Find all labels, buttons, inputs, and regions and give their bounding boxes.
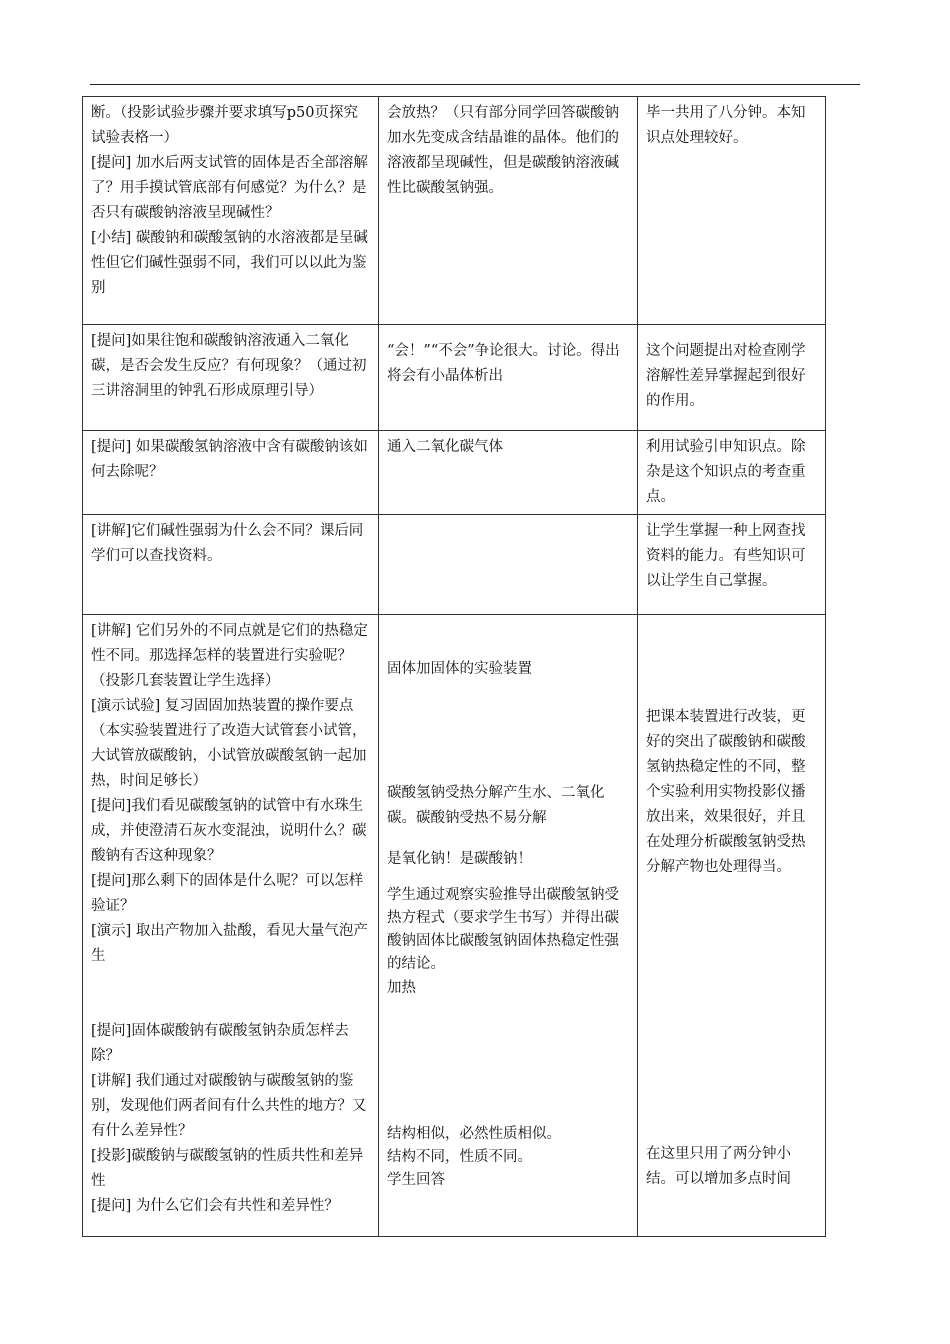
cell-text: 结构相似，必然性质相似。 [387,1126,561,1142]
cell-text: 是氧化钠！是碳酸钠！ [387,851,532,867]
cell-text: 利用试验引申知识点。除杂是这个知识点的考查重点。 [646,439,806,505]
teacher-activity-cell [83,431,379,515]
cell-text: [提问]我们看见碳酸氢钠的试管中有水珠生成，并使澄清石灰水变混浊，说明什么？碳酸钠有否这种现象？ [91,798,367,864]
cell-text: [讲解] 我们通过对碳酸钠与碳酸氢钠的鉴别，发现他们两者间有什么共性的地方？又有什么差异性？ [91,1073,367,1139]
cell-text: 让学生掌握一种上网查找资料的能力。有些知识可以让学生自己掌握。 [646,523,806,589]
cell-text: 把课本装置进行改装，更好的突出了碳酸钠和碳酸氢钠热稳定性的不同，整个实验利用实物投影仪播放出来，效果很好，并且在处理分析碳酸氢钠受热分解产物也处理得当。 [646,709,806,875]
cell-text: 在这里只用了两分钟小结。可以增加多点时间 [646,1146,791,1187]
table-row [83,325,826,431]
comment-cell [638,97,826,325]
cell-text: 加热 [387,980,416,996]
cell-text: 毕一共用了八分钟。本知识点处理较好。 [646,105,806,146]
table-row [83,515,826,615]
student-activity-cell [379,515,638,615]
comment-cell [638,431,826,515]
cell-text: [演示] 取出产物加入盐酸，看见大量气泡产生 [91,923,368,964]
teacher-activity-cell [83,515,379,615]
cell-text: [小结] 碳酸钠和碳酸氢钠的水溶液都是呈碱性但它们碱性强弱不同，我们可以以此为鉴别 [91,230,368,296]
cell-text: [演示试验] 复习固固加热装置的操作要点（本实验装置进行了改造大试管套小试管，大试管放碳酸钠，小试管放碳酸氢钠一起加热，时间足够长） [91,698,367,789]
cell-text: 学生通过观察实验推导出碳酸氢钠受热方程式（要求学生书写）并得出碳酸钠固体比碳酸氢钠固体热稳定性强的结论。 [387,887,619,972]
table-row [83,615,826,1237]
cell-text: 会放热？（只有部分同学回答碳酸钠加水先变成含结晶谁的晶体。他们的溶液都呈现碱性，但是碳酸钠溶液碱性比碳酸氢钠强。 [387,105,619,196]
comment-cell [638,515,826,615]
cell-text: [提问]固体碳酸钠有碳酸氢钠杂质怎样去除？ [91,1023,349,1064]
teacher-activity-cell [83,615,379,1237]
header-rule [90,84,860,85]
lesson-evaluation-table [82,96,826,1237]
cell-text: [投影]碳酸钠与碳酸氢钠的性质共性和差异性 [91,1148,364,1189]
student-activity-cell [379,615,638,1237]
table-row [83,97,826,325]
cell-text: 结构不同，性质不同。 [387,1149,532,1165]
cell-text: 碳酸氢钠受热分解产生水、二氧化碳。碳酸钠受热不易分解 [387,785,605,826]
cell-text: [提问]那么剩下的固体是什么呢？可以怎样验证？ [91,873,364,914]
cell-text: [提问] 如果碳酸氢钠溶液中含有碳酸钠该如何去除呢？ [91,439,368,480]
cell-text: [讲解] 它们另外的不同点就是它们的热稳定性不同。那选择怎样的装置进行实验呢？（投影几套装置让学生选择） [91,623,368,689]
teacher-activity-cell [83,325,379,431]
cell-text: 这个问题提出对检查刚学溶解性差异掌握起到很好的作用。 [646,343,806,409]
teacher-activity-cell [83,97,379,325]
student-activity-cell [379,325,638,431]
cell-text: “会！”“不会”争论很大。讨论。得出将会有小晶体析出 [387,343,620,384]
cell-text: [提问] 加水后两支试管的固体是否全部溶解了？用手摸试管底部有何感觉？为什么？是否只有碳酸钠溶液呈现碱性？ [91,155,368,221]
student-activity-cell [379,97,638,325]
cell-text: 通入二氧化碳气体 [387,439,503,455]
cell-text: 固体加固体的实验装置 [387,661,532,677]
cell-text: 学生回答 [387,1172,445,1188]
table-row [83,431,826,515]
student-activity-cell [379,431,638,515]
cell-text: [讲解]它们碱性强弱为什么会不同？课后同学们可以查找资料。 [91,523,364,564]
comment-cell [638,325,826,431]
cell-text: [提问] 为什么它们会有共性和差异性？ [91,1198,339,1214]
cell-text: 断。（投影试验步骤并要求填写p50页探究试验表格一） [91,105,358,146]
cell-text: [提问]如果往饱和碳酸钠溶液通入二氧化碳，是否会发生反应？有何现象？（通过初三讲溶洞里的钟乳石形成原理引导） [91,333,367,399]
comment-cell [638,615,826,1237]
